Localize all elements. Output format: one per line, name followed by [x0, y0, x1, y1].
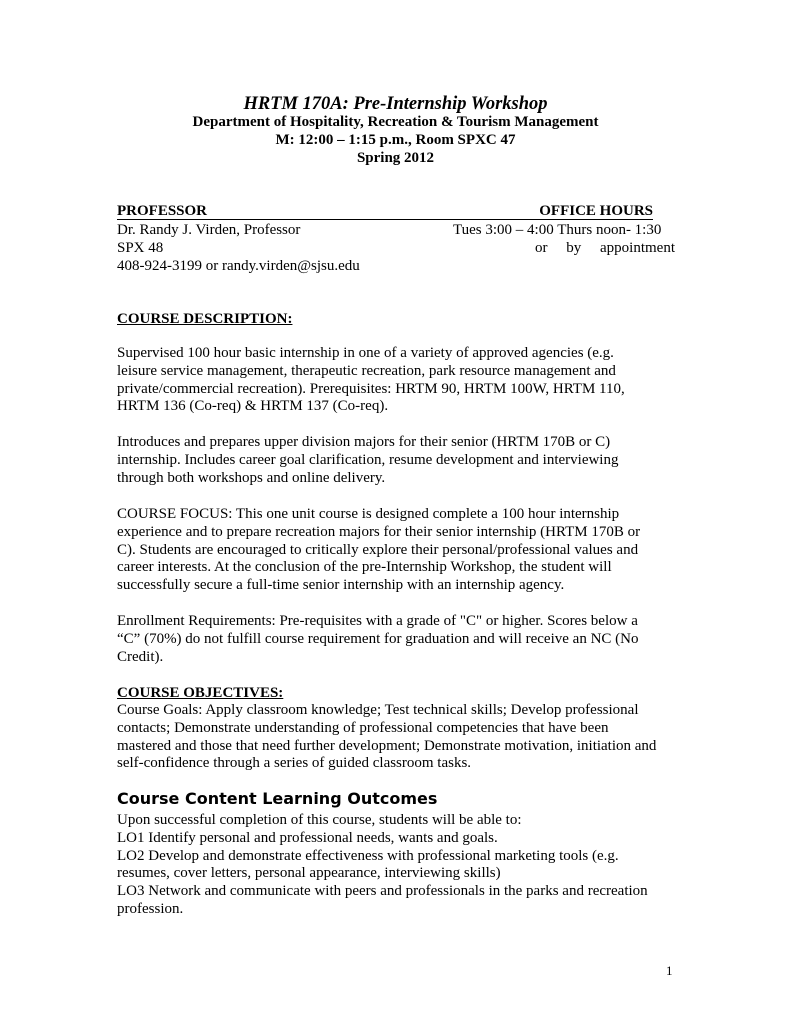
text-line: profession. — [117, 900, 184, 917]
class-schedule: M: 12:00 – 1:15 p.m., Room SPXC 47 — [275, 132, 516, 148]
text-line: mastered and those that need further development; Demonstrate motivation, initiation and — [117, 737, 657, 754]
office-hours-times: Tues 3:00 – 4:00 Thurs noon- 1:30 — [453, 222, 662, 238]
course-description-heading: COURSE DESCRIPTION: — [117, 311, 293, 327]
description-paragraph-1 — [117, 345, 677, 416]
text-line: leisure service management, therapeutic recreation, park resource management and — [117, 362, 616, 379]
text-line: “C” (70%) do not fulfill course requirement for graduation and will receive an NC (No — [117, 630, 639, 647]
text-line: LO2 Develop and demonstrate effectiveness with professional marketing tools (e.g. — [117, 847, 619, 864]
text-line: Introduces and prepares upper division majors for their senior (HRTM 170B or C) — [117, 434, 611, 450]
term: Spring 2012 — [356, 150, 435, 166]
text-line: career interests. At the conclusion of the pre-Internship Workshop, the student will — [117, 559, 612, 576]
course-focus-paragraph — [117, 506, 677, 595]
text-line: C). Students are encouraged to critically explore their personal/professional values and — [117, 541, 639, 558]
text-line: Enrollment Requirements: Pre-requisites with a grade of "C" or higher. Scores below a — [117, 613, 638, 629]
text-line: private/commercial recreation). Prerequisites: HRTM 90, HRTM 100W, HRTM 110, — [117, 380, 625, 397]
professor-name: Dr. Randy J. Virden, Professor — [117, 222, 301, 238]
text-line: LO3 Network and communicate with peers and professionals in the parks and recreation — [117, 883, 648, 900]
description-paragraph-2 — [117, 434, 677, 487]
learning-outcomes-list — [117, 812, 677, 919]
appt-word: by — [566, 240, 582, 256]
professor-contact: 408-924-3199 or randy.virden@sjsu.edu — [117, 258, 360, 274]
enrollment-requirements-paragraph — [117, 613, 677, 666]
text-line: Course Goals: Apply classroom knowledge; Test technical skills; Develop professional — [117, 702, 639, 718]
text-line: self-confidence through a series of guided classroom tasks. — [117, 755, 472, 772]
department-name: Department of Hospitality, Recreation & Tourism Management — [192, 114, 599, 130]
text-line: Supervised 100 hour basic internship in one of a variety of approved agencies (e.g. — [117, 345, 614, 361]
appt-word: or — [535, 240, 548, 256]
text-line: successfully secure a full-time senior internship with an internship agency. — [117, 577, 565, 594]
course-title: HRTM 170A: Pre-Internship Workshop — [243, 94, 548, 114]
page-number: 1 — [666, 963, 673, 978]
course-objectives-paragraph — [117, 702, 677, 773]
appt-word: appointment — [600, 240, 675, 256]
learning-outcomes-heading: Course Content Learning Outcomes — [117, 789, 438, 808]
professor-office: SPX 48 — [117, 240, 164, 256]
text-line: HRTM 136 (Co-req) & HRTM 137 (Co-req). — [117, 398, 389, 415]
text-line: Upon successful completion of this course, students will be able to: — [117, 812, 522, 828]
text-line: contacts; Demonstrate understanding of professional competencies that have been — [117, 719, 609, 736]
text-line: experience and to prepare recreation majors for their senior internship (HRTM 170B or — [117, 523, 641, 540]
course-objectives-heading: COURSE OBJECTIVES: — [117, 685, 284, 701]
professor-heading: PROFESSOR — [117, 203, 407, 220]
office-hours-appointment — [535, 239, 675, 257]
text-line: Credit). — [117, 648, 164, 665]
office-hours-heading: OFFICE HOURS — [407, 203, 653, 220]
text-line: LO1 Identify personal and professional needs, wants and goals. — [117, 829, 498, 846]
text-line: through both workshops and online delivery. — [117, 469, 386, 486]
text-line: internship. Includes career goal clarification, resume development and interviewing — [117, 451, 619, 468]
text-line: COURSE FOCUS: This one unit course is designed complete a 100 hour internship — [117, 506, 620, 522]
text-line: resumes, cover letters, personal appearance, interviewing skills) — [117, 865, 501, 882]
